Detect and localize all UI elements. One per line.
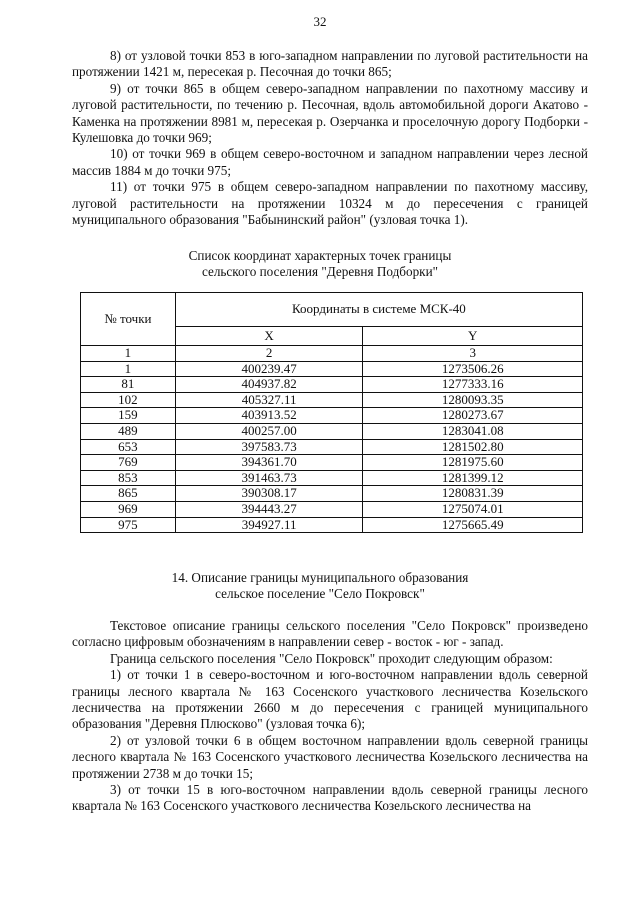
header-coordinate-system: Координаты в системе МСК-40 [175,293,582,327]
x-coordinate-cell: 400257.00 [175,423,363,439]
paragraph-point-10: 10) от точки 969 в общем северо-восточном и западном направлении через лесной массив 1884 м до точки 975; [72,146,588,178]
paragraph-intro: Текстовое описание границы сельского поселения "Село Покровск" произведено согласно цифровым обозначениям в направлении север - восток - юг - запад. [72,618,588,650]
section-heading-line-1: 14. Описание границы муниципального образования [171,570,469,585]
x-coordinate-cell: 390308.17 [175,486,363,502]
x-coordinate-cell: 394443.27 [175,501,363,517]
y-coordinate-cell: 1275074.01 [363,501,583,517]
point-number-cell: 969 [81,501,176,517]
point-number-cell: 102 [81,392,176,408]
header-point-number: № точки [81,293,176,346]
x-coordinate-cell: 394927.11 [175,517,363,533]
paragraph-point-9: 9) от точки 865 в общем северо-западном направлении по пахотному массиву и луговой растительности, по течению р. Песочная, вдоль автомобильной дороги Акатово - Каменка на протяжении 8981 м, пересекая р. Озерчанка и проселочную дорогу Подборки - Кулешовка до точки 969; [72,80,588,146]
coordinates-table [80,292,583,533]
table-row [81,408,583,424]
x-coordinate-cell: 403913.52 [175,408,363,424]
point-number-cell: 853 [81,470,176,486]
x-coordinate-cell: 391463.73 [175,470,363,486]
paragraph-point-2: 2) от узловой точки 6 в общем восточном направлении вдоль северной границы лесного квартала № 163 Сосенского участкового лесничества Козельского лесничества на протяжении 2738 м до точки 15; [72,732,588,781]
paragraph-point-3: 3) от точки 15 в юго-восточном направлении вдоль северной границы лесного квартала № 163 Сосенского участкового лесничества Козельского лесничества на [72,782,588,814]
point-number-cell: 81 [81,377,176,393]
table-index-row [81,346,583,362]
paragraph-point-8: 8) от узловой точки 853 в юго-западном направлении по луговой растительности на протяжении 1421 м, пересекая р. Песочная до точки 865; [72,48,588,80]
paragraph-point-11: 11) от точки 975 в общем северо-западном направлении по пахотному массиву, луговой растительности на протяжении 10324 м до пересечения с границей муниципального образования "Бабынинский район" (узловая точка 1). [72,179,588,228]
point-number-cell: 769 [81,455,176,471]
table-row [81,377,583,393]
table-title-line-2: сельского поселения "Деревня Подборки" [201,264,439,280]
y-coordinate-cell: 1280831.39 [363,486,583,502]
boundary-description-continued [72,48,588,228]
paragraph-boundary-lead: Граница сельского поселения "Село Покровск" проходит следующим образом: [110,650,553,666]
x-coordinate-cell: 394361.70 [175,455,363,471]
point-number-cell: 1 [81,361,176,377]
header-y: Y [363,327,583,346]
index-cell: 1 [81,346,176,362]
section-heading [0,570,640,603]
y-coordinate-cell: 1283041.08 [363,423,583,439]
table-header-row [81,293,583,327]
table-title-line-1: Список координат характерных точек границы [188,248,452,263]
y-coordinate-cell: 1281399.12 [363,470,583,486]
point-number-cell: 653 [81,439,176,455]
y-coordinate-cell: 1280093.35 [363,392,583,408]
y-coordinate-cell: 1281975.60 [363,455,583,471]
paragraph-point-1: 1) от точки 1 в северо-восточном и юго-восточном направлении вдоль северной границы лесного квартала № 163 Сосенского участкового лесничества Козельского лесничества на протяжении 2660 м до пересечения с границей муниципального образования "Деревня Плюсково" (узловая точка 6); [72,667,588,732]
x-coordinate-cell: 405327.11 [175,392,363,408]
table-title [0,248,640,281]
table-row [81,501,583,517]
point-number-cell: 489 [81,423,176,439]
y-coordinate-cell: 1273506.26 [363,361,583,377]
table-row [81,423,583,439]
y-coordinate-cell: 1277333.16 [363,377,583,393]
table-row [81,439,583,455]
x-coordinate-cell: 404937.82 [175,377,363,393]
point-number-cell: 975 [81,517,176,533]
table-row [81,392,583,408]
y-coordinate-cell: 1281502.80 [363,439,583,455]
point-number-cell: 159 [81,408,176,424]
header-x: X [175,327,363,346]
y-coordinate-cell: 1275665.49 [363,517,583,533]
index-cell: 2 [175,346,363,362]
table-row [81,361,583,377]
x-coordinate-cell: 400239.47 [175,361,363,377]
point-number-cell: 865 [81,486,176,502]
section-heading-line-2: сельское поселение "Село Покровск" [215,586,425,602]
table-row [81,470,583,486]
y-coordinate-cell: 1280273.67 [363,408,583,424]
table-row [81,455,583,471]
table-row [81,486,583,502]
index-cell: 3 [363,346,583,362]
table-row [81,517,583,533]
x-coordinate-cell: 397583.73 [175,439,363,455]
pokrovsk-boundary-description [72,618,588,815]
page-number: 32 [313,14,327,29]
